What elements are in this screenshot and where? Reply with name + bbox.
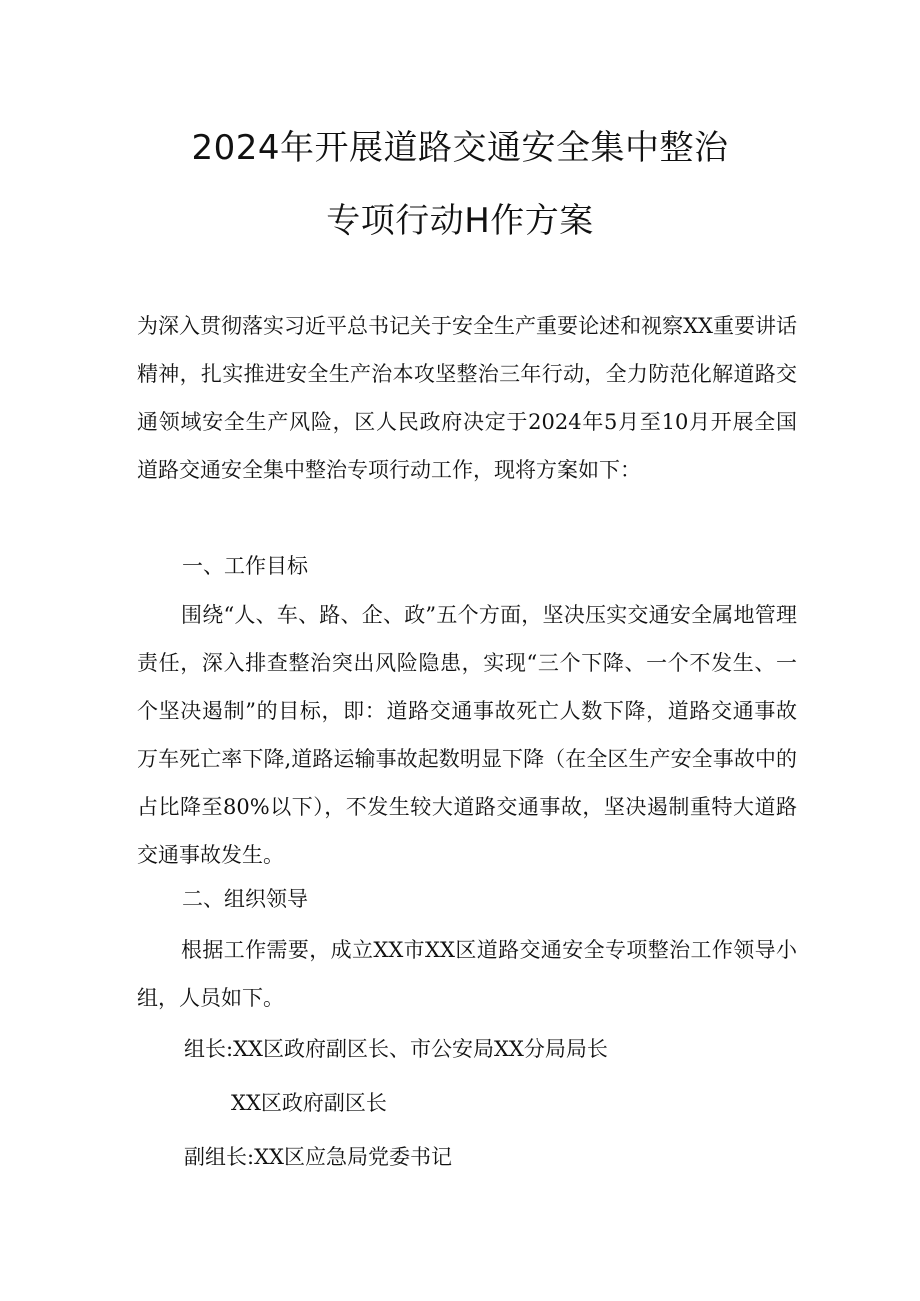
section-heading-organization: 二、组织领导 <box>182 887 308 911</box>
organization-paragraph: 根据工作需要，成立XX市XX区道路交通安全专项整治工作领导小组，人员如下。 <box>137 938 797 1010</box>
document-title-line-2: 专项行动H作方案 <box>326 201 594 241</box>
document-title-line-1: 2024年开展道路交通安全集中整治 <box>191 128 729 168</box>
intro-paragraph: 为深入贯彻落实习近平总书记关于安全生产重要论述和视察XX重要讲话精神，扎实推进安全生产治本攻坚整治三年行动，全力防范化解道路交通领域安全生产风险，区人民政府决定于2024年5月至10月开展全国道路交通安全集中整治专项行动工作，现将方案如下： <box>137 314 797 482</box>
section-heading-work-goals: 一、工作目标 <box>182 554 308 578</box>
deputy-leader-line: 副组长:XX区应急局党委书记 <box>184 1145 452 1169</box>
work-goals-paragraph: 围绕“人、车、路、企、政”五个方面，坚决压实交通安全属地管理责任，深入排查整治突出风险隐患，实现“三个下降、一个不发生、一个坚决遏制”的目标，即：道路交通事故死亡人数下降，道路交通事故万车死亡率下降,道路运输事故起数明显下降（在全区生产安全事故中的占比降至80%以下），不发生较大道路交通事故，坚决遏制重特大道路交通事故发生。 <box>137 603 797 867</box>
team-leader-line-2: XX区政府副区长 <box>231 1091 387 1115</box>
team-leader-line: 组长:XX区政府副区长、市公安局XX分局局长 <box>184 1037 608 1061</box>
